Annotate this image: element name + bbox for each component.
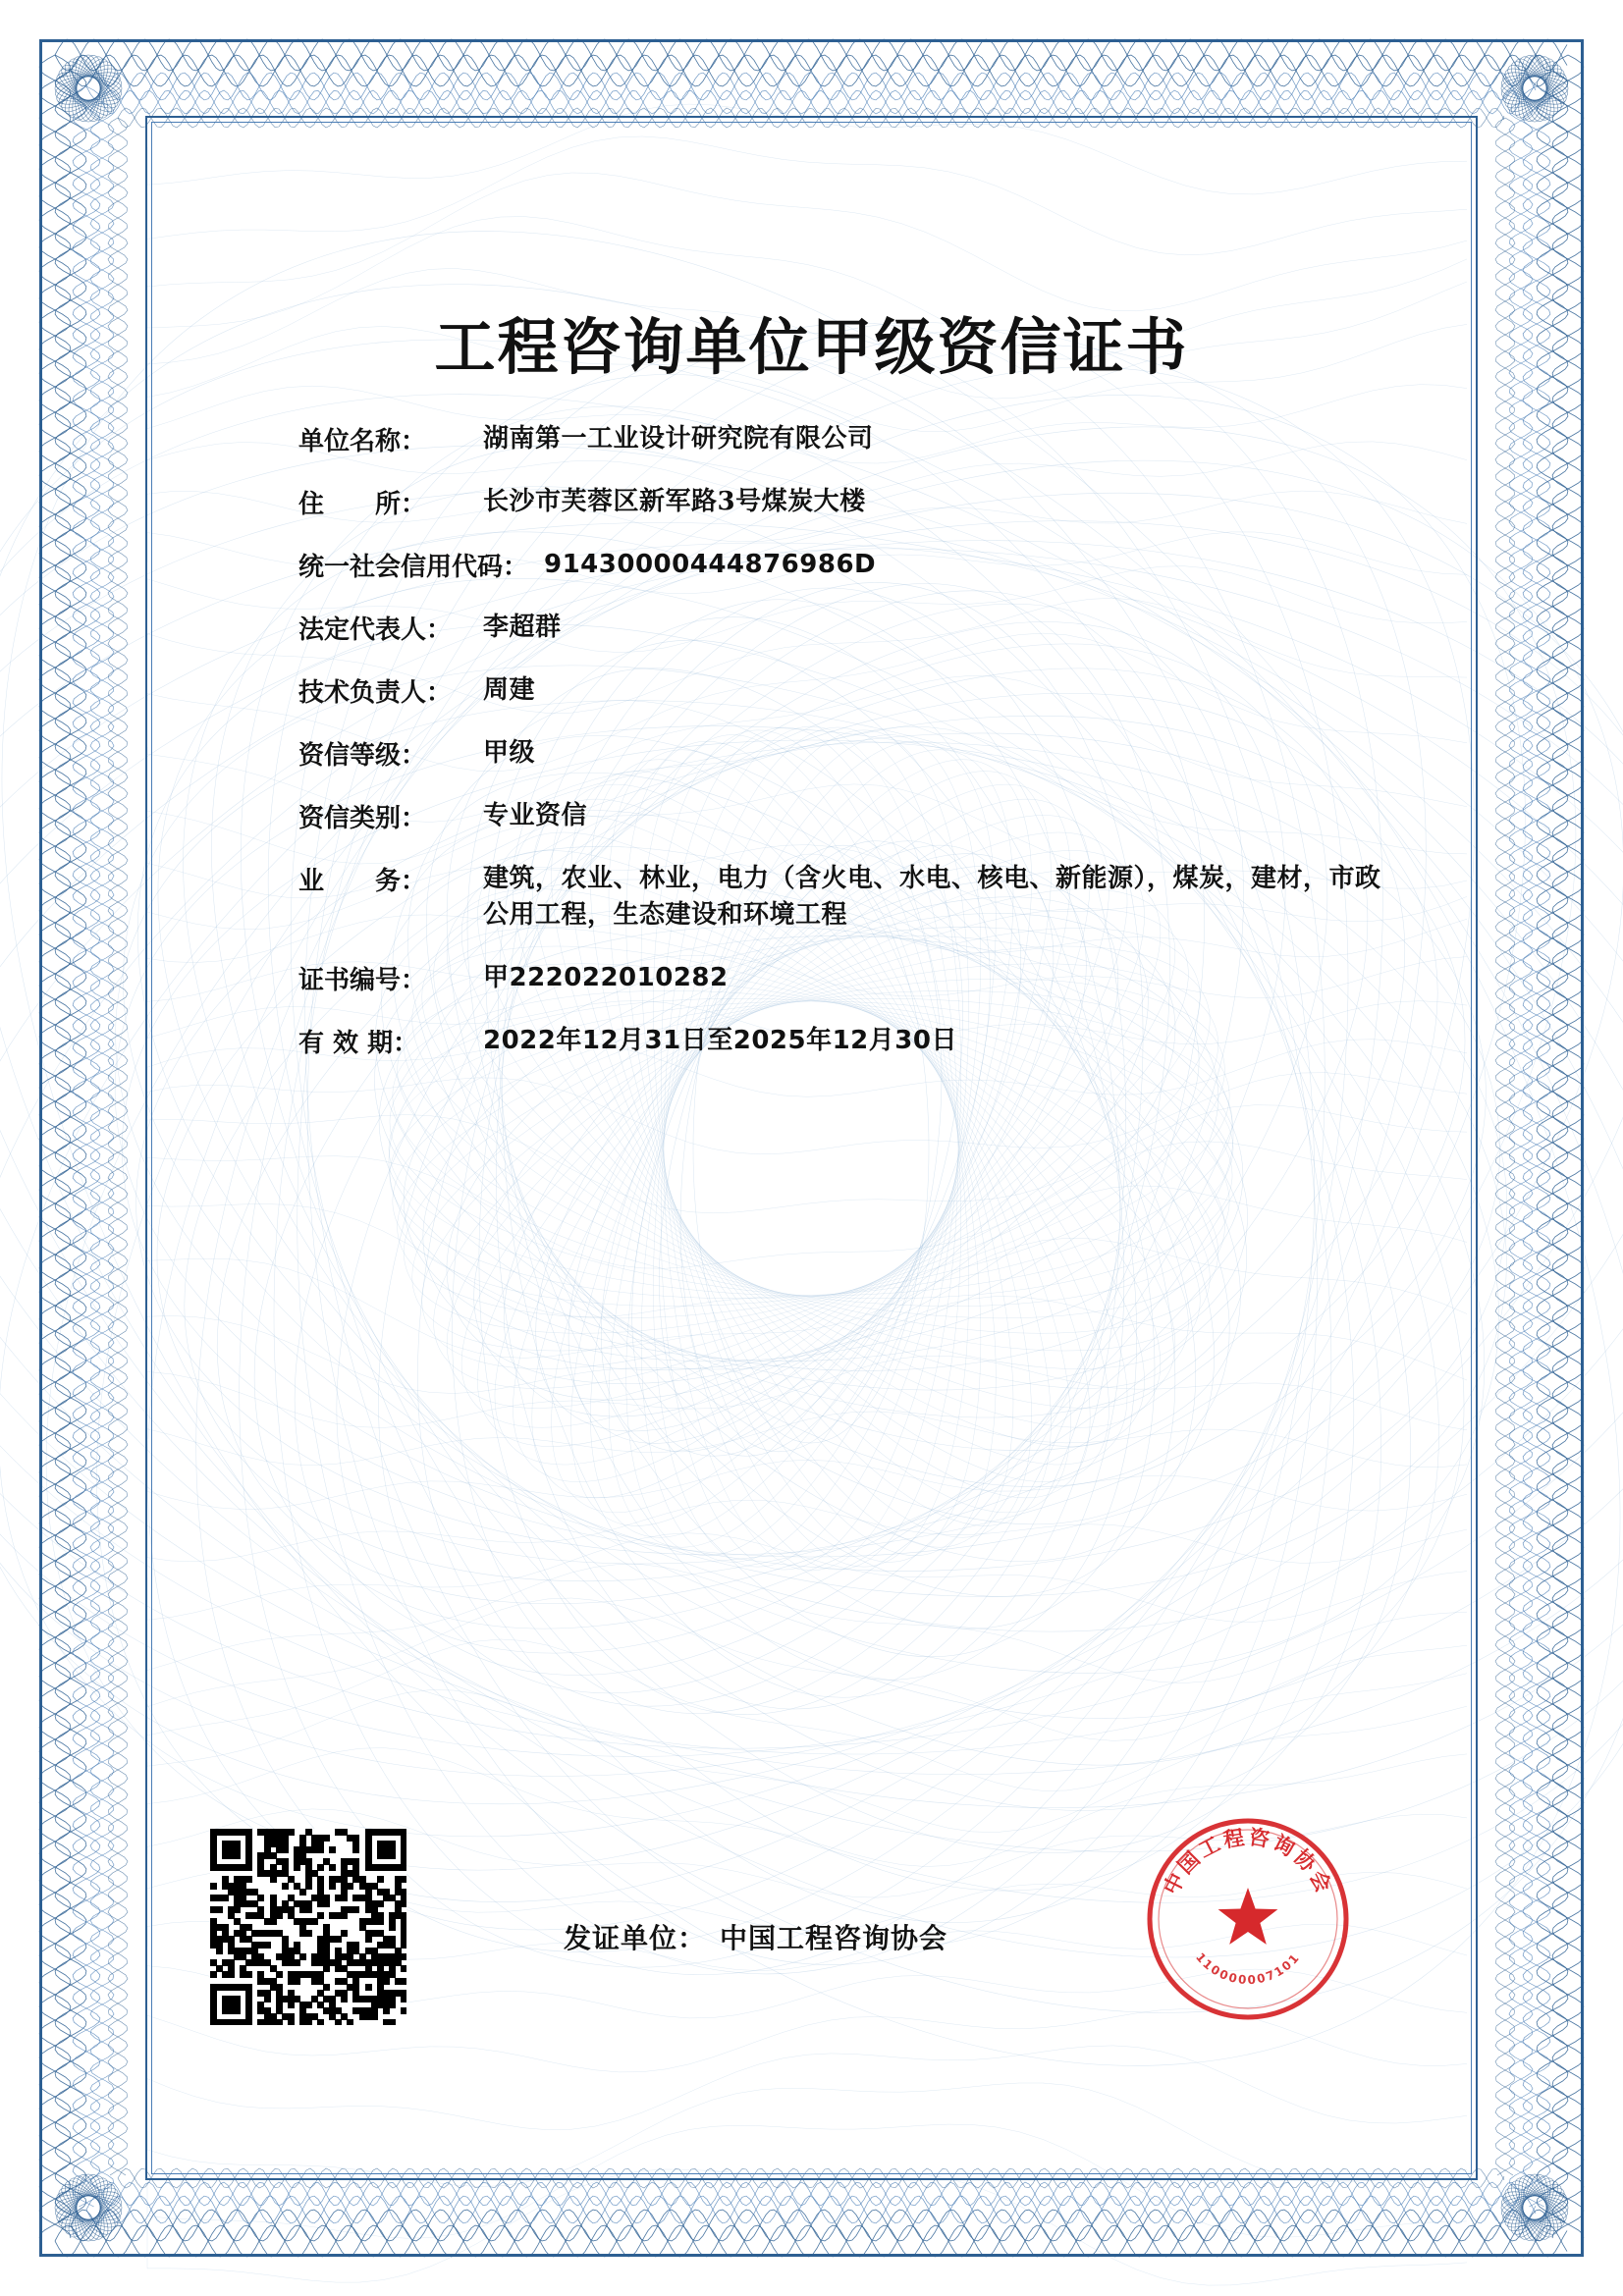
value-validity-period: 2022年12月31日至2025年12月30日 xyxy=(483,1025,957,1055)
value-credit-category: 专业资信 xyxy=(483,801,588,830)
page-title: 工程咨询单位甲级资信证书 xyxy=(434,311,1189,383)
value-address: 长沙市芙蓉区新军路3号煤炭大楼 xyxy=(483,487,866,516)
label-unit-name: 单位名称： xyxy=(298,427,427,456)
field-row-technical-director xyxy=(298,672,1393,709)
label-legal-representative: 法定代表人： xyxy=(298,615,453,645)
label-business-scope: 业 务： xyxy=(298,867,427,896)
field-row-credit-grade xyxy=(298,735,1393,772)
field-row-address xyxy=(298,484,1393,520)
field-row-validity-period xyxy=(298,1023,1393,1059)
label-certificate-number: 证书编号： xyxy=(298,965,427,995)
field-row-certificate-number xyxy=(298,960,1393,996)
field-row-legal-representative xyxy=(298,610,1393,646)
svg-text:中国工程咨询协会: 中国工程咨询协会 xyxy=(1159,1825,1337,1899)
value-certificate-number: 甲222022010282 xyxy=(483,962,729,992)
value-technical-director: 周建 xyxy=(483,675,536,705)
field-row-credit-category xyxy=(298,798,1393,834)
field-list xyxy=(298,421,1393,1086)
label-address: 住 所： xyxy=(298,490,427,519)
value-unified-social-credit-code: 91430000444876986D xyxy=(544,550,877,579)
issuer-label: 发证单位： xyxy=(564,1922,707,1954)
label-credit-grade: 资信等级： xyxy=(298,741,427,771)
field-row-unit-name xyxy=(298,421,1393,457)
value-unit-name: 湖南第一工业设计研究院有限公司 xyxy=(483,424,874,454)
value-credit-grade: 甲级 xyxy=(483,738,536,768)
issuer-line xyxy=(564,1917,947,1956)
label-unified-social-credit-code: 统一社会信用代码： xyxy=(298,553,529,582)
label-credit-category: 资信类别： xyxy=(298,804,427,833)
certificate-content xyxy=(151,122,1472,2174)
issuer-value: 中国工程咨询协会 xyxy=(720,1922,948,1954)
label-technical-director: 技术负责人： xyxy=(298,678,453,708)
value-business-scope: 建筑，农业、林业，电力（含火电、水电、核电、新能源），煤炭，建材，市政公用工程，生态建设和环境工程 xyxy=(483,864,1381,930)
official-seal xyxy=(1142,1813,1354,2025)
qr-code-canvas xyxy=(210,1829,406,2025)
value-legal-representative: 李超群 xyxy=(483,613,562,642)
label-validity-period: 有 效 期： xyxy=(298,1028,419,1058)
field-row-credit-code xyxy=(298,547,1393,583)
qr-code xyxy=(210,1829,406,2025)
field-row-business-scope xyxy=(298,861,1393,934)
svg-text:110000007101: 110000007101 xyxy=(1193,1949,1303,1988)
